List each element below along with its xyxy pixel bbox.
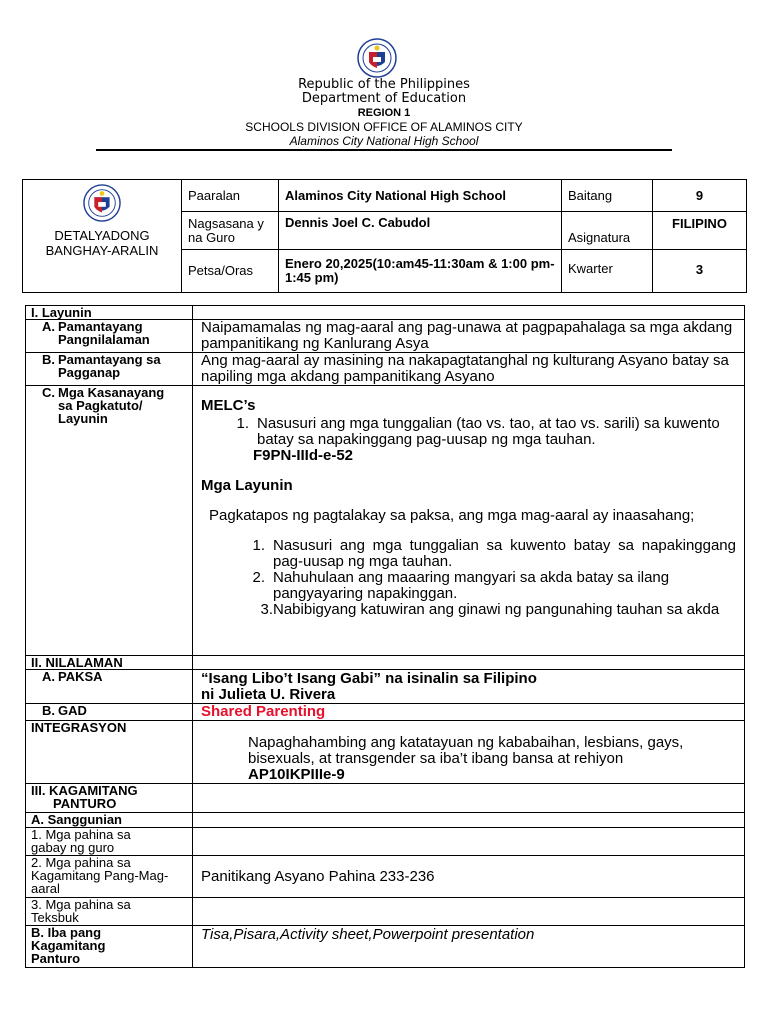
letter-a: A. (42, 319, 55, 334)
empty-cell (193, 898, 745, 926)
empty-cell (193, 784, 745, 813)
gad-label (26, 704, 193, 721)
department-line: Department of Education (301, 91, 467, 106)
letterhead (96, 78, 672, 148)
melc-item (201, 416, 736, 448)
integrasyon-label: INTEGRASYON (26, 721, 193, 784)
value-asignatura: FILIPINO (653, 212, 747, 250)
integrasyon-content (193, 721, 745, 784)
obj-text: Nasusuri ang mga tunggalian sa kuwento batay sa napakinggang pag-uusap ng mga tauhan. (273, 537, 736, 570)
paksa-author: ni Julieta U. Rivera (201, 686, 336, 703)
paksa-label (26, 670, 193, 704)
empty-cell (193, 828, 745, 856)
objective-item (201, 602, 736, 618)
paksa-title: “Isang Libo’t Isang Gabi” na isinalin sa Filipino (201, 670, 537, 687)
kagamitan-line1: III. KAGAMITANG (31, 783, 138, 798)
objective-item (201, 538, 736, 570)
kasanayang-content (193, 386, 745, 656)
letter-c: C. (42, 385, 55, 400)
empty-cell (193, 813, 745, 828)
lesson-info-table (22, 179, 747, 293)
melc-num: 1. (236, 415, 249, 432)
kagamitang-mag-aaral-label (26, 856, 193, 898)
label-baitang: Baitang (562, 180, 653, 212)
gad-label-text: GAD (58, 703, 87, 718)
s1-text: 1. Mga pahina sa gabay ng guro (31, 827, 131, 855)
integrasyon-text: Napaghahambing ang katatayuan ng kababaihan, lesbians, gays, bisexuals, at transgender sa iba’t ibang bansa at rehiyon (248, 734, 684, 767)
region-line: REGION 1 (357, 107, 411, 119)
section-kagamitan (26, 784, 193, 813)
doc-title-cell (23, 180, 182, 293)
gabay-guro-label (26, 828, 193, 856)
s3-text: 3. Mga pahina sa Teksbuk (31, 897, 131, 925)
value-kwarter: 3 (653, 250, 747, 293)
label-petsa: Petsa/Oras (182, 250, 279, 293)
layunin-heading: Mga Layunin (201, 477, 293, 494)
obj-text: Nahuhulaan ang maaaring mangyari sa akda batay sa ilang pangyayaring napakinggan. (273, 569, 670, 602)
label-guro: Nagsasana y na Guro (182, 212, 279, 250)
integrasyon-code: AP10IKPIIIe-9 (248, 766, 345, 783)
objectives-list (201, 538, 736, 618)
paksa-content (193, 670, 745, 704)
value-paaralan: Alaminos City National High School (279, 180, 562, 212)
iba-pang-kagamitan-label (26, 926, 193, 968)
letter-a: A. (42, 669, 55, 684)
division-line: SCHOOLS DIVISION OFFICE OF ALAMINOS CITY (245, 120, 523, 134)
deped-seal-logo (357, 38, 397, 78)
label-paaralan: Paaralan (182, 180, 279, 212)
deped-seal-small-icon (83, 184, 121, 225)
doc-title-line2: BANGHAY-ARALIN (45, 243, 159, 258)
republic-line: Republic of the Philippines (298, 77, 470, 92)
s2-text: 2. Mga pahina sa Kagamitang Pang-Mag-aaral (31, 855, 169, 896)
a-label: Pamantayang Pangnilalaman (58, 319, 150, 347)
b-label: Pamantayang sa Pagganap (58, 352, 161, 380)
kagamitan-line2: PANTURO (53, 796, 117, 811)
pamantayang-nilalaman-text: Naipamamalas ng mag-aaral ang pag-unawa at pagpapahalaga sa mga akdang pampanitikang ng Kanlurang Asya (193, 320, 745, 353)
value-guro: Dennis Joel C. Cabudol (279, 212, 562, 250)
empty-cell (193, 306, 745, 320)
section-layunin: I. Layunin (26, 306, 193, 320)
school-line: Alaminos City National High School (289, 134, 479, 148)
iba-pang-kagamitan-text: Tisa,Pisara,Activity sheet,Powerpoint presentation (193, 926, 745, 968)
objective-item (201, 570, 736, 602)
paksa-label-text: PAKSA (58, 669, 103, 684)
value-petsa: Enero 20,2025(10:am45-11:30am & 1:00 pm-1:45 pm) (279, 250, 562, 293)
doc-title-line1: DETALYADONG (54, 228, 150, 243)
pamantayang-pagganap-text: Ang mag-aaral ay masining na nakapagtatanghal ng kulturang Asyano batay sa napiling mga akdang pampanitikang Asyano (193, 353, 745, 386)
sanggunian-label: A. Sanggunian (26, 813, 193, 828)
label-kwarter: Kwarter (562, 250, 653, 293)
letter-b: B. (42, 352, 55, 367)
melc-text: Nasusuri ang mga tunggalian (tao vs. tao, at tao vs. sarili) sa kuwento batay sa napakinggang pag-uusap ng mga tauhan. (257, 415, 720, 448)
value-baitang: 9 (653, 180, 747, 212)
obj-num: 3. (260, 601, 273, 618)
melc-code: F9PN-IIId-e-52 (253, 447, 354, 464)
label-asignatura: Asignatura (562, 212, 653, 250)
c-label: Mga Kasanayang sa Pagkatuto/ Layunin (58, 385, 165, 426)
teksbuk-label (26, 898, 193, 926)
obj-num: 1. (252, 537, 265, 554)
empty-cell (193, 656, 745, 670)
lesson-plan-table (25, 305, 745, 968)
obj-text: Nabibigyang katuwiran ang ginawi ng pangunahing tauhan sa akda (273, 601, 720, 618)
header-divider (96, 149, 672, 151)
pamantayang-nilalaman-label (26, 320, 193, 353)
melc-heading: MELC’s (201, 397, 256, 414)
iba-text: B. Iba pang Kagamitang Panturo (31, 925, 106, 966)
obj-num: 2. (252, 569, 265, 586)
section-nilalaman: II. NILALAMAN (26, 656, 193, 670)
kagamitang-mag-aaral-text: Panitikang Asyano Pahina 233-236 (193, 856, 745, 898)
pamantayang-pagganap-label (26, 353, 193, 386)
letter-b: B. (42, 703, 55, 718)
kasanayang-label (26, 386, 193, 656)
gad-text: Shared Parenting (193, 704, 745, 721)
layunin-intro: Pagkatapos ng pagtalakay sa paksa, ang mga mag-aaral ay inaasahang; (209, 507, 695, 524)
